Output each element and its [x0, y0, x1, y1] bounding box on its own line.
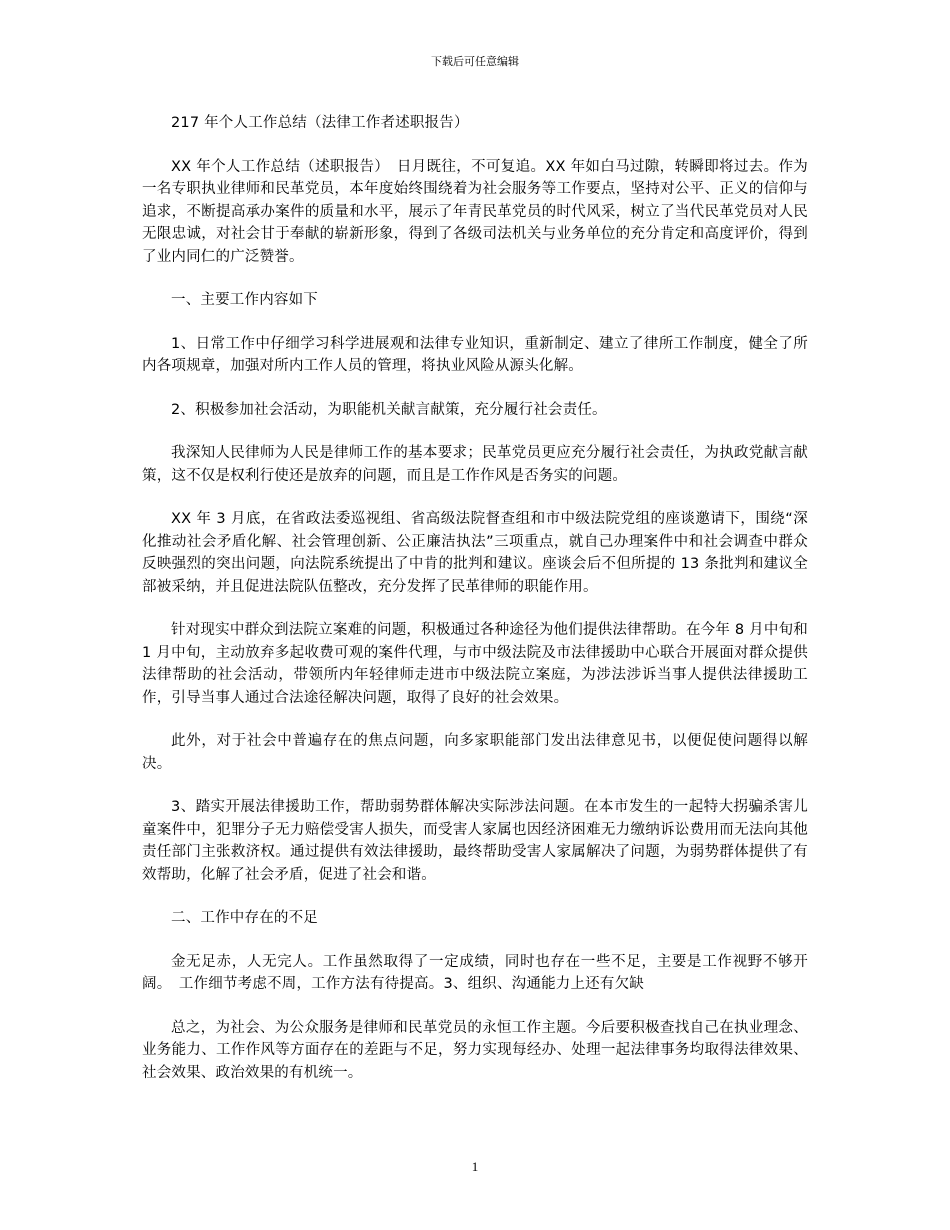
section-heading-main-work: 一、主要工作内容如下	[171, 292, 318, 308]
paragraph-shortcomings: 金无足赤，人无完人。工作虽然取得了一定成绩，同时也存在一些不足，主要是工作视野不够开阔。 工作细节考虑不周，工作方法有待提高。3、组织、沟通能力上还有欠缺	[142, 953, 808, 992]
section-heading-shortcomings: 二、工作中存在的不足	[171, 910, 318, 926]
document-title: 217 年个人工作总结（法律工作者述职报告）	[171, 115, 469, 131]
paragraph-item-2: 2、积极参加社会活动，为职能机关献言献策，充分履行社会责任。	[171, 401, 607, 418]
paragraph-legal-opinions: 此外，对于社会中普遍存在的焦点问题，向多家职能部门发出法律意见书，以便促使问题得以解决。	[142, 733, 808, 772]
paragraph-item-1: 1、日常工作中仔细学习科学进展观和法律专业知识，重新制定、建立了律所工作制度，健全了所内各项规章，加强对所内工作人员的管理，将执业风险从源头化解。	[142, 335, 808, 374]
intro-paragraph: XX 年个人工作总结（述职报告） 日月既往，不可复追。XX 年如白马过隙，转瞬即将过去。作为一名专职执业律师和民革党员，本年度始终围绕着为社会服务等工作要点，坚持对公平、正义的信仰与追求，不断提高承办案件的质量和水平，展示了年青民革党员的时代风采，树立了当代民革党员对人民无限忠诚，对社会甘于奉献的崭新形象，得到了各级司法机关与业务单位的充分肯定和高度评价，得到了业内同仁的广泛赞誉。	[142, 158, 808, 265]
paragraph-conclusion: 总之，为社会、为公众服务是律师和民革党员的永恒工作主题。今后要积极查找自己在执业理念、业务能力、工作作风等方面存在的差距与不足，努力实现每经办、处理一起法律事务均取得法律效果、社会效果、政治效果的有机统一。	[142, 1019, 808, 1081]
paragraph-legal-help: 针对现实中群众到法院立案难的问题，积极通过各种途径为他们提供法律帮助。在今年 8 月中旬和 1 月中旬，主动放弃多起收费可观的案件代理，与市中级法院及市法律援助中心联合开展面对群众提供法律帮助的社会活动，带领所内年轻律师走进市中级法院立案庭，为涉法涉诉当事人提供法律援助工作，引导当事人通过合法途径解决问题，取得了良好的社会效果。	[142, 622, 808, 706]
paragraph-item-3: 3、踏实开展法律援助工作，帮助弱势群体解决实际涉法问题。在本市发生的一起特大拐骗杀害儿童案件中，犯罪分子无力赔偿受害人损失，而受害人家属也因经济困难无力缴纳诉讼费用而无法向其他责任部门主张救济权。通过提供有效法律援助，最终帮助受害人家属解决了问题，为弱势群体提供了有效帮助，化解了社会矛盾，促进了社会和谐。	[142, 799, 808, 883]
paragraph-march-meeting: XX 年 3 月底，在省政法委巡视组、省高级法院督查组和市中级法院党组的座谈邀请下，围绕“深化推动社会矛盾化解、社会管理创新、公正廉洁执法”三项重点，就自己办理案件中和社会调查中群众反映强烈的突出问题，向法院系统提出了中肯的批判和建议。座谈会后不但所提的 13 条批判和建议全部被采纳，并且促进法院队伍整改，充分发挥了民革律师的职能作用。	[142, 511, 808, 595]
document-body	[142, 112, 808, 1105]
header-note: 下载后可任意编辑	[431, 55, 519, 68]
page-number: 1	[471, 1159, 479, 1174]
paragraph-social-responsibility: 我深知人民律师为人民是律师工作的基本要求；民革党员更应充分履行社会责任，为执政党献言献策，这不仅是权利行使还是放弃的问题，而且是工作作风是否务实的问题。	[142, 445, 808, 484]
